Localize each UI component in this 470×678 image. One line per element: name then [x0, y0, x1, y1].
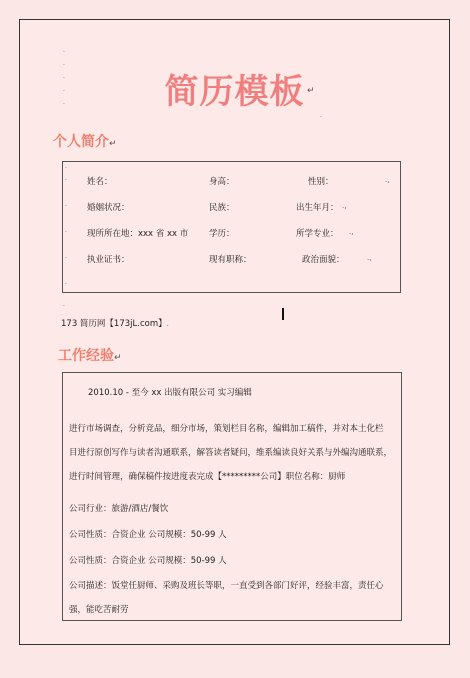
paragraph-mark: . — [63, 99, 65, 106]
section-heading-label: 个人简介 — [53, 134, 109, 150]
paragraph-mark: ↵ — [109, 139, 117, 149]
paragraph-mark: ., — [367, 254, 372, 262]
field-name: 姓名： — [87, 177, 113, 187]
work-desc-line: 目进行原创写作与读者沟通联系，解答读者疑问，维系编读良好关系与外编沟通联系， — [69, 448, 393, 458]
paragraph-mark: . — [65, 163, 67, 170]
page-title: 简历模板 — [164, 72, 305, 112]
paragraph-mark: . — [63, 73, 65, 80]
company-nature: 公司性质：合资企业 公司规模：50-99 人 — [69, 556, 227, 566]
work-desc-line: 进行市场调查，分析竞品，细分市场，策划栏目名称，编辑加工稿件，并对本土化栏 — [69, 424, 384, 434]
paragraph-mark: . — [65, 201, 67, 208]
section-heading-personal — [53, 131, 117, 151]
field-political-status: 政治面貌： — [302, 255, 345, 265]
company-industry: 公司行业：旅游/酒店/餐饮 — [69, 504, 169, 514]
work-desc-line: 进行时间管理，确保稿件按进度表完成【*********公司】职位名称：厨师 — [69, 472, 346, 482]
paragraph-mark: ↵ — [307, 86, 315, 96]
paragraph-mark: . — [65, 175, 67, 182]
field-certificate: 执业证书： — [87, 255, 130, 265]
field-gender: 性别： — [308, 177, 334, 187]
paragraph-mark: . — [166, 320, 169, 328]
field-title: 现有职称： — [209, 255, 252, 265]
field-marital-status: 婚姻状况： — [87, 203, 130, 213]
paragraph-mark: ↵ — [114, 353, 122, 363]
section-heading-work — [58, 345, 122, 365]
field-education: 学历： — [209, 229, 235, 239]
paragraph-mark: ., — [385, 176, 390, 184]
field-ethnicity: 民族： — [209, 203, 235, 213]
footer-link[interactable] — [61, 317, 169, 329]
paragraph-mark: ., — [349, 228, 354, 236]
company-desc-line: 公司描述：饭堂任厨师、采购及班长等职，一直受到各部门好评，经验丰富，责任心 — [69, 581, 384, 591]
paragraph-mark: . — [63, 47, 65, 54]
paragraph-mark: . — [65, 227, 67, 234]
paragraph-mark: . — [65, 279, 67, 286]
field-location: 现所所在地：xxx 省 xx 市 — [87, 229, 189, 239]
section-heading-label: 工作经验 — [58, 348, 114, 364]
paragraph-mark: . — [63, 60, 65, 67]
field-height: 身高： — [209, 177, 235, 187]
text-cursor — [282, 308, 284, 320]
document-page — [19, 19, 450, 645]
company-nature: 公司性质：合资企业 公司规模：50-99 人 — [69, 530, 227, 540]
paragraph-mark: . — [65, 253, 67, 260]
company-desc-line: 强，能吃苦耐劳 — [69, 605, 129, 615]
paragraph-mark: ., — [342, 202, 347, 210]
paragraph-mark: . — [63, 301, 65, 308]
field-major: 所学专业： — [296, 229, 339, 239]
paragraph-mark: . — [63, 86, 65, 93]
field-birthdate: 出生年月： — [296, 203, 339, 213]
work-entry-title: 2010.10 - 至今 xx 出版有限公司 实习编辑 — [88, 388, 252, 398]
personal-info-table — [62, 161, 401, 293]
work-experience-box — [62, 372, 402, 621]
paragraph-mark: . — [320, 112, 322, 119]
footer-link-label: 173 简历网【173jL.com】 — [61, 319, 167, 329]
